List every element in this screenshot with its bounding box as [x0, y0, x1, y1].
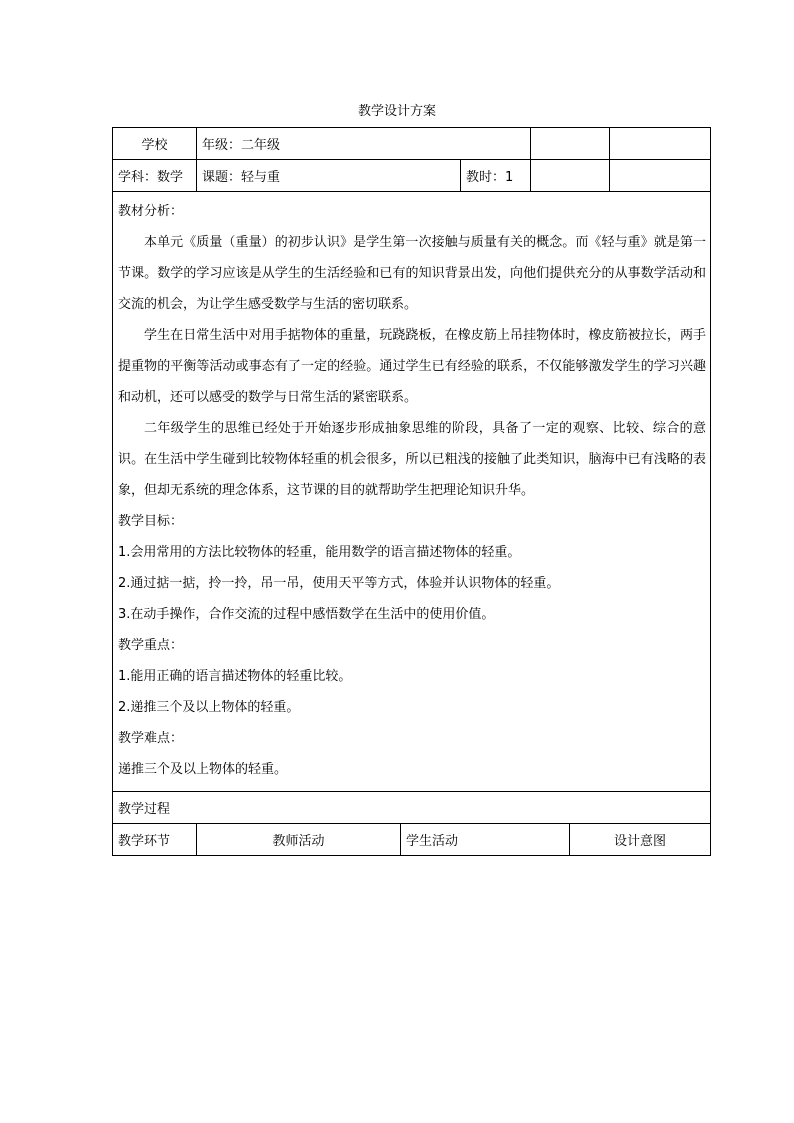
column-header-teacher: 教师活动	[197, 824, 401, 856]
document-title: 教学设计方案	[357, 104, 436, 119]
table-row-content	[113, 192, 711, 792]
content-cell	[113, 192, 711, 792]
lesson-plan-table	[112, 127, 711, 856]
table-row-process-header	[113, 824, 711, 856]
school-cell: 学校	[113, 128, 197, 160]
column-header-stage: 教学环节	[113, 824, 197, 856]
empty-cell	[610, 160, 711, 192]
goal-item: 3.在动手操作，合作交流的过程中感悟数学在生活中的使用价值。	[118, 607, 495, 622]
analysis-paragraph: 二年级学生的思维已经处于开始逐步形成抽象思维的阶段，具备了一定的观察、比较、综合的意识。在生活中学生碰到比较物体轻重的机会很多，所以已粗浅的接触了此类知识，脑海中已有浅略的表象，但却无系统的理念体系，这节课的目的就帮助学生把理论知识升华。	[118, 421, 707, 498]
table-row-subject	[113, 160, 711, 192]
empty-cell	[531, 128, 610, 160]
key-heading: 教学重点：	[118, 638, 184, 653]
key-point-item: 2.递推三个及以上物体的轻重。	[118, 700, 300, 715]
empty-cell	[610, 128, 711, 160]
goals-heading: 教学目标：	[118, 514, 184, 529]
column-header-intent: 设计意图	[570, 824, 711, 856]
key-point-item: 1.能用正确的语言描述物体的轻重比较。	[118, 669, 352, 684]
difficulty-text: 递推三个及以上物体的轻重。	[118, 762, 288, 777]
table-row-process	[113, 792, 711, 824]
hours-cell: 教时：1	[461, 160, 531, 192]
difficulty-heading: 教学难点：	[118, 731, 184, 746]
subject-cell: 学科：数学	[113, 160, 197, 192]
goal-item: 1.会用常用的方法比较物体的轻重，能用数学的语言描述物体的轻重。	[118, 545, 521, 560]
process-label: 教学过程	[113, 792, 711, 824]
analysis-paragraph: 学生在日常生活中对用手掂物体的重量，玩跷跷板，在橡皮筋上吊挂物体时，橡皮筋被拉长，两手提重物的平衡等活动或事态有了一定的经验。通过学生已有经验的联系，不仅能够激发学生的学习兴趣和动机，还可以感受的数学与日常生活的紧密联系。	[118, 328, 707, 405]
empty-cell	[531, 160, 610, 192]
grade-cell: 年级：二年级	[197, 128, 531, 160]
goal-item: 2.通过掂一掂，拎一拎，吊一吊，使用天平等方式，体验并认识物体的轻重。	[118, 576, 560, 591]
topic-cell: 课题：轻与重	[197, 160, 461, 192]
table-row-school	[113, 128, 711, 160]
analysis-paragraph: 本单元《质量（重量）的初步认识》是学生第一次接触与质量有关的概念。而《轻与重》就是第一节课。数学的学习应该是从学生的生活经验和已有的知识背景出发，向他们提供充分的从事数学活动和交流的机会，为让学生感受数学与生活的密切联系。	[118, 235, 707, 312]
column-header-student: 学生活动	[401, 824, 570, 856]
analysis-heading: 教材分析：	[118, 204, 184, 219]
